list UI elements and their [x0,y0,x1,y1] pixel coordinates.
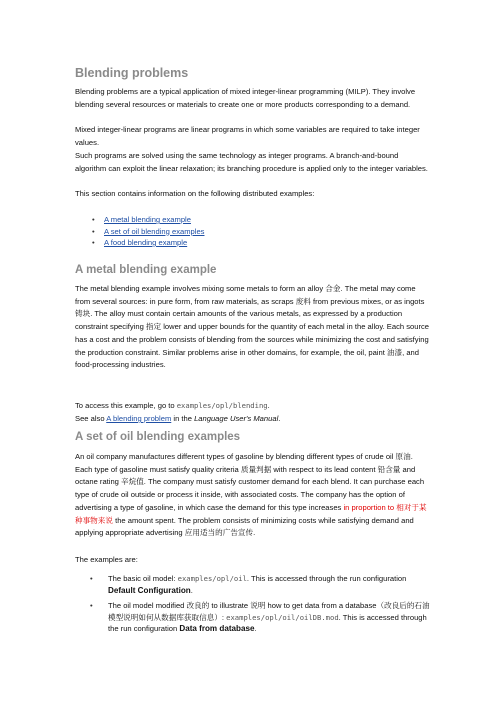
intro-paragraph-4: This section contains information on the following distributed examples: [75,189,315,198]
metal-see-also: See also A blending problem in the Language User's Manual. [75,414,281,423]
bullet-icon: • [90,574,93,583]
run-config-database: Data from database [179,624,255,633]
intro-paragraph-2: Mixed integer-linear programs are linear programs in which some variables are required to take integer values. [75,125,420,147]
bullet-icon: • [92,238,95,247]
oil-db-model-path: examples/opl/oil/oilDB.mod [226,612,339,622]
page-title: Blending problems [75,66,189,80]
intro-paragraph-3: Such programs are solved using the same technology as integer programs. A branch-and-bound algorithm can exploit the linear relaxation; its branching procedure is applied only to the integer variables. [75,151,428,173]
bullet-icon: • [92,226,95,236]
metal-description: The metal blending example involves mixing some metals to form an alloy 合金. The metal may come from several sources: in pure form, from raw materials, as scraps 废料 from previous mixes, or as ingots 铸块. The alloy must contain certain amounts of the various metals, as expressed by a production constraint specifying 指定 lower and upper bounds for the quantity of each metal in the alloy. Each source has a cost and the problem consists of blending from the sources while minimizing the cost and satisfying the production constraint. Similar problems arise in other domains, for example, the oil, paint 油漆, and food-processing industries. [75,284,430,370]
metal-example-path: examples/opl/blending [176,401,268,410]
toc-link-oil[interactable]: A set of oil blending examples [104,226,205,236]
toc-item [92,237,204,249]
oil-description: An oil company manufactures different types of gasoline by blending different types of crude oil 原油. Each type of gasoline must satisfy quality criteria 质量判据 with respect to its lead content 铅含量 and octane rating 辛烷值. The company must satisfy customer demand for each blend. It can purchase each type of crude oil outside or process it inside, with associated costs. The company has the option of advertising a type of gasoline, in which case the demand for this type increases in proportion to 相对于某种事物来说 the amount spent. The problem consists of minimizing costs while satisfying demand and applying appropriate advertising 应用适当的广告宣传. [75,452,427,538]
toc-link-metal[interactable]: A metal blending example [104,215,191,224]
bullet-icon: • [90,601,93,610]
highlighted-phrase: in proportion to [343,502,397,512]
oil-model-path: examples/opl/oil [177,574,247,583]
run-config-default: Default Configuration [108,585,191,595]
toc-item [92,226,204,238]
examples-label: The examples are: [75,555,138,564]
metal-section-heading: A metal blending example [75,264,217,276]
oil-section-heading: A set of oil blending examples [75,431,241,443]
metal-access-line: To access this example, go to examples/opl/blending. [75,401,270,410]
oil-examples-list [90,573,435,639]
oil-example-item: • The basic oil model: examples/opl/oil. This is accessed through the run configuration Default Configuration. [90,574,407,595]
blending-problem-link[interactable]: A blending problem [106,414,172,423]
bullet-icon: • [92,215,95,224]
toc-link-food[interactable]: A food blending example [104,238,188,247]
toc-item [92,214,204,226]
intro-paragraph-1: Blending problems are a typical application of mixed integer-linear programming (MILP). They involve blending several resources or materials to create one or more products corresponding to a demand. [75,87,416,109]
oil-example-item: • The oil model modified 改良的 to illustrate 说明 how to get data from a database（改良后的石油模型说明如何从数据库获取信息）: examples/opl/oil/oilDB.mod. This is accessed through the run configuration Data from database. [90,601,430,633]
examples-toc [92,214,204,249]
highlighted-translation: 相对于某种事物来说 [75,502,427,525]
manual-title: Language User's Manual [194,414,279,423]
